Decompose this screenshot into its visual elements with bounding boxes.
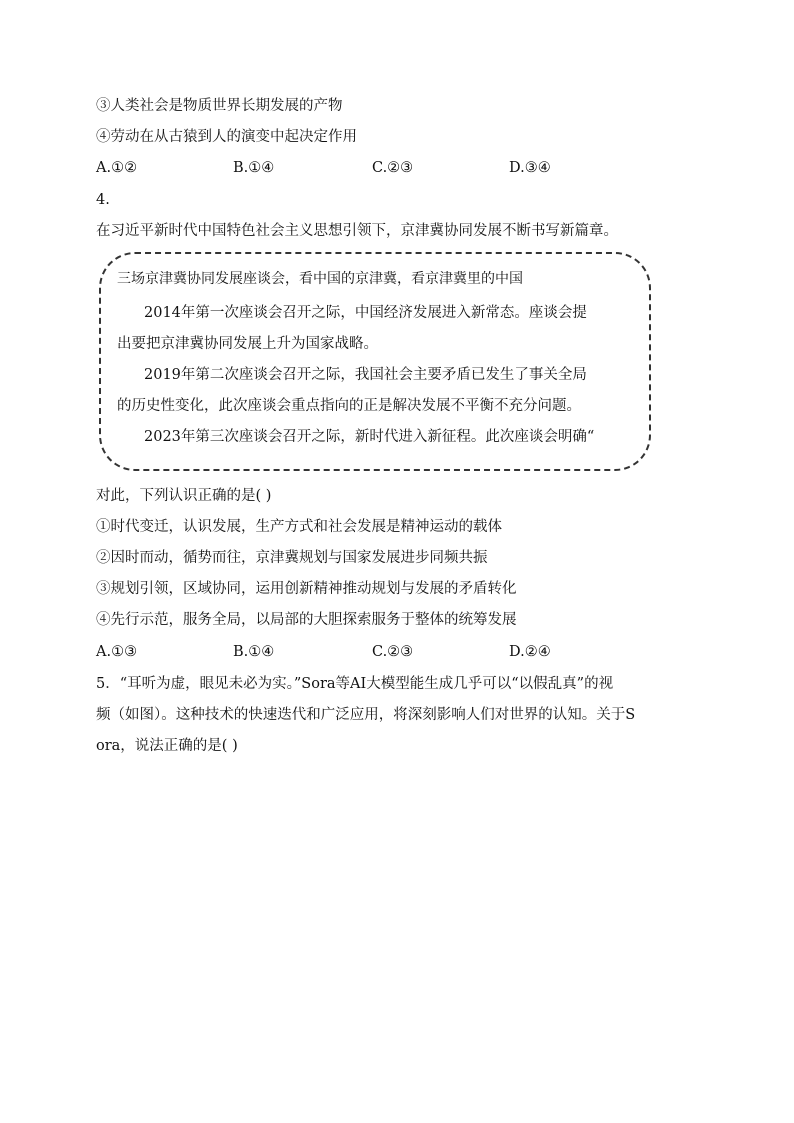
q4-question: 对此，下列认识正确的是( ): [96, 488, 272, 504]
q4-option-c: C.②③: [372, 644, 414, 660]
q3-option-a: A.①②: [96, 160, 138, 176]
material-p2-line2: 的历史性变化，此次座谈会重点指向的正是解决发展不平衡不充分问题。: [117, 398, 581, 414]
q4-option-a: A.①③: [96, 644, 138, 660]
q4-item-2: ②因时而动，循势而往，京津冀规划与国家发展进步同频共振: [96, 550, 488, 566]
q4-item-4: ④先行示范，服务全局，以局部的大胆探索服务于整体的统筹发展: [96, 612, 517, 628]
q5-line-1: 5．“耳听为虚，眼见未必为实。”Sora等AI大模型能生成几乎可以“以假乱真”的视: [96, 676, 614, 692]
q4-number: 4.: [96, 192, 110, 208]
q3-option-d: D.③④: [509, 160, 551, 176]
material-p3-line1: 2023年第三次座谈会召开之际，新时代进入新征程。此次座谈会明确“: [144, 429, 595, 445]
q4-option-d: D.②④: [509, 644, 551, 660]
q5-line-3: ora，说法正确的是( ): [96, 738, 238, 754]
q4-intro: 在习近平新时代中国特色社会主义思想引领下，京津冀协同发展不断书写新篇章。: [96, 223, 618, 239]
q3-options: [96, 158, 576, 178]
material-p1-line2: 出要把京津冀协同发展上升为国家战略。: [117, 336, 378, 352]
q4-option-b: B.①④: [233, 644, 275, 660]
q5-line-2: 频（如图）。这种技术的快速迭代和广泛应用，将深刻影响人们对世界的认知。关于S: [96, 707, 636, 723]
material-p1-line1: 2014年第一次座谈会召开之际，中国经济发展进入新常态。座谈会提: [144, 305, 587, 321]
material-p2-line1: 2019年第二次座谈会召开之际，我国社会主要矛盾已发生了事关全局: [144, 367, 587, 383]
q3-option-c: C.②③: [372, 160, 414, 176]
q3-item-3: ③人类社会是物质世界长期发展的产物: [96, 98, 343, 114]
q4-item-1: ①时代变迁，认识发展，生产方式和社会发展是精神运动的载体: [96, 519, 502, 535]
material-box: [99, 252, 651, 471]
material-title: 三场京津冀协同发展座谈会，看中国的京津冀，看京津冀里的中国: [117, 271, 523, 287]
q4-item-3: ③规划引领，区域协同，运用创新精神推动规划与发展的矛盾转化: [96, 581, 517, 597]
q3-item-4: ④劳动在从古猿到人的演变中起决定作用: [96, 129, 357, 145]
q4-options: [96, 642, 576, 662]
q3-option-b: B.①④: [233, 160, 275, 176]
